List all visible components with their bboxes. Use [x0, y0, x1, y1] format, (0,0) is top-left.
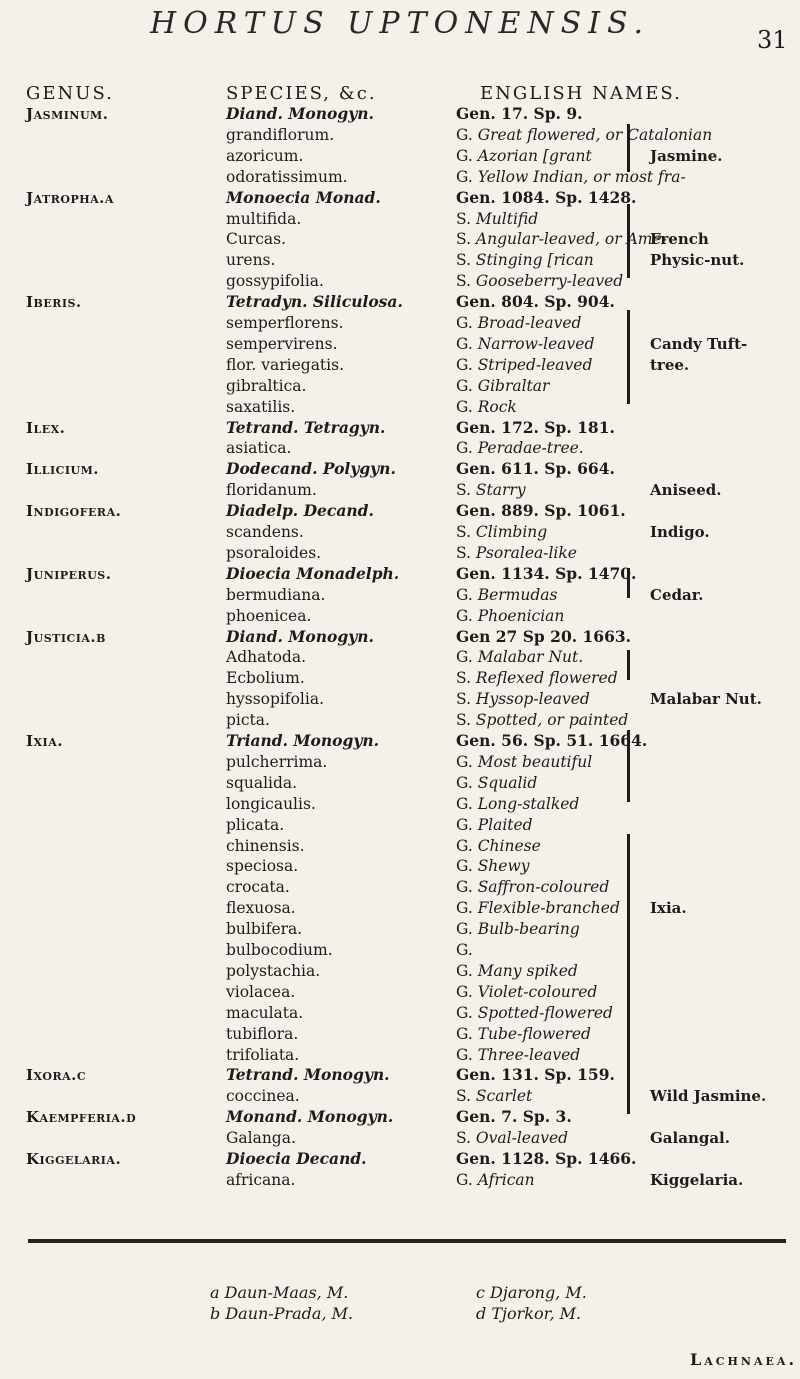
species-cell: squalida. — [226, 773, 298, 792]
english-name-cell: G. Azorian [grant — [456, 146, 592, 165]
species-cell: Dodecand. Polygyn. — [226, 459, 396, 479]
english-name-cell: Gen. 1128. Sp. 1466. — [456, 1149, 637, 1168]
english-name-cell: G. Rock — [456, 397, 517, 416]
header-english: ENGLISH NAMES. — [480, 83, 682, 104]
table-row — [0, 355, 800, 375]
species-cell: Triand. Monogyn. — [226, 731, 380, 750]
table-row — [0, 543, 800, 563]
species-cell: africana. — [226, 1170, 296, 1189]
english-name-cell: Gen. 7. Sp. 3. — [456, 1107, 572, 1127]
species-cell: hyssopifolia. — [226, 690, 325, 709]
common-name-cell: Aniseed. — [650, 481, 722, 500]
species-cell: bermudiana. — [226, 585, 326, 604]
english-name-cell: G. Saffron-coloured — [456, 878, 610, 897]
english-name-cell: G. Broad-leaved — [456, 314, 582, 332]
english-name-cell: S. Multifid — [456, 209, 539, 228]
english-name-cell: G. Yellow Indian, or most fra- — [456, 167, 686, 186]
english-name-cell: G. Bermudas — [456, 585, 558, 604]
english-name-cell: Gen. 131. Sp. 159. — [456, 1065, 615, 1085]
genus-cell: Jasminum. — [26, 105, 109, 123]
brace-cedar — [627, 650, 630, 680]
species-cell: Adhatoda. — [226, 648, 306, 667]
common-name-cell: Galangal. — [650, 1129, 730, 1148]
english-name-cell: G. Violet-coloured — [456, 982, 598, 1001]
species-cell: semperflorens. — [226, 314, 344, 332]
species-cell: Diand. Monogyn. — [226, 104, 374, 123]
species-cell: Diand. Monogyn. — [226, 626, 374, 646]
table-row — [0, 397, 800, 417]
english-name-cell: G. Many spiked — [456, 961, 578, 980]
species-cell: bulbifera. — [226, 920, 303, 939]
table-row — [0, 1065, 800, 1085]
table-row — [0, 794, 800, 814]
species-cell: longicaulis. — [226, 794, 316, 813]
common-name-cell: Wild Jasmine. — [650, 1087, 767, 1106]
table-row — [0, 376, 800, 396]
common-name-cell: Kiggelaria. — [650, 1170, 744, 1189]
english-name-cell: S. Hyssop-leaved — [456, 690, 590, 709]
english-name-cell: G. Striped-leaved — [456, 355, 593, 374]
table-row — [0, 146, 800, 166]
table-row — [0, 919, 800, 939]
table-row — [0, 1086, 800, 1106]
species-cell: Diadelp. Decand. — [226, 501, 374, 521]
english-name-cell: G. Long-stalked — [456, 794, 580, 813]
english-name-cell: Gen. 1134. Sp. 1470. — [456, 563, 637, 583]
table-row — [0, 710, 800, 730]
species-cell: Tetradyn. Siliculosa. — [226, 292, 403, 312]
species-cell: Curcas. — [226, 230, 287, 249]
english-name-cell: S. Climbing — [456, 523, 548, 541]
common-name-cell: Indigo. — [650, 523, 710, 541]
english-name-cell: Gen. 56. Sp. 51. 1664. — [456, 731, 648, 750]
header-species: SPECIES, &c. — [226, 83, 377, 104]
english-name-cell: Gen. 804. Sp. 904. — [456, 292, 615, 312]
common-name-cell: French — [650, 230, 709, 249]
english-name-cell: S. Starry — [456, 481, 526, 500]
species-cell: saxatilis. — [226, 397, 296, 416]
common-name-cell: Ixia. — [650, 899, 687, 918]
english-name-cell: Gen. 611. Sp. 664. — [456, 459, 615, 479]
table-row — [0, 125, 800, 145]
footnote-a: a Daun-Maas, M. — [210, 1283, 349, 1302]
footnote-d: d Tjorkor, M. — [476, 1304, 582, 1323]
table-row — [0, 292, 800, 312]
table-row — [0, 627, 800, 647]
species-cell: multifida. — [226, 209, 302, 228]
english-name-cell: G. Narrow-leaved — [456, 334, 595, 353]
footnote-b: b Daun-Prada, M. — [210, 1304, 354, 1323]
table-row — [0, 480, 800, 500]
common-name-cell: tree. — [650, 355, 690, 374]
english-name-cell: S. Scarlet — [456, 1087, 533, 1106]
genus-cell: Iberis. — [26, 293, 82, 312]
english-name-cell: G. Phoenician — [456, 606, 565, 625]
species-cell: scandens. — [226, 523, 304, 541]
genus-cell: Jatropha.a — [26, 188, 114, 207]
table-row — [0, 522, 800, 542]
species-cell: gibraltica. — [226, 376, 307, 395]
english-name-cell: S. Oval-leaved — [456, 1129, 569, 1148]
table-row — [0, 209, 800, 229]
english-name-cell: Gen. 17. Sp. 9. — [456, 104, 583, 123]
species-cell: floridanum. — [226, 481, 317, 500]
table-row — [0, 334, 800, 354]
species-cell: violacea. — [226, 982, 296, 1001]
common-name-cell: Cedar. — [650, 585, 704, 604]
english-name-cell: G. Malabar Nut. — [456, 648, 584, 667]
table-row — [0, 982, 800, 1002]
table-row — [0, 1128, 800, 1148]
species-cell: picta. — [226, 711, 270, 730]
common-name-cell: Jasmine. — [650, 146, 723, 165]
english-name-cell: G. Spotted-flowered — [456, 1003, 613, 1022]
table-row — [0, 188, 800, 208]
running-head: HORTUS UPTONENSIS. — [149, 6, 651, 41]
english-name-cell: Gen. 1084. Sp. 1428. — [456, 187, 637, 207]
species-cell: trifoliata. — [226, 1045, 300, 1064]
footnote-rule — [28, 1239, 786, 1243]
table-row — [0, 418, 800, 438]
table-row — [0, 564, 800, 584]
genus-cell: Indigofera. — [26, 502, 122, 521]
species-cell: Dioecia Decand. — [226, 1149, 367, 1168]
english-name-cell: G. Bulb-bearing — [456, 920, 580, 939]
table-row — [0, 731, 800, 751]
table-row — [0, 313, 800, 333]
species-cell: speciosa. — [226, 857, 299, 876]
table-row — [0, 271, 800, 291]
english-name-cell: G. — [456, 941, 473, 959]
brace-ixia — [627, 834, 630, 1114]
table-row — [0, 167, 800, 187]
english-name-cell: G. Great flowered, or Catalonian — [456, 125, 713, 144]
species-cell: psoraloides. — [226, 543, 322, 562]
english-name-cell: S. Spotted, or painted — [456, 711, 629, 730]
table-row — [0, 689, 800, 709]
english-name-cell: G. Three-leaved — [456, 1045, 581, 1064]
species-cell: phoenicea. — [226, 606, 312, 625]
table-row — [0, 1024, 800, 1044]
table-row — [0, 501, 800, 521]
genus-cell: Kaempferia.d — [26, 1108, 137, 1127]
table-row — [0, 668, 800, 688]
header-genus: GENUS. — [26, 83, 114, 104]
species-cell: plicata. — [226, 815, 285, 834]
table-row — [0, 1149, 800, 1169]
footnote-c: c Djarong, M. — [476, 1283, 587, 1302]
species-cell: bulbocodium. — [226, 941, 333, 959]
english-name-cell: Gen. 172. Sp. 181. — [456, 417, 615, 437]
brace-physic-nut — [627, 204, 630, 278]
genus-cell: Ixora.c — [26, 1066, 87, 1085]
species-cell: pulcherrima. — [226, 752, 328, 771]
english-name-cell: S. Psoralea-like — [456, 543, 577, 562]
genus-cell: Juniperus. — [26, 564, 112, 583]
species-cell: crocata. — [226, 878, 290, 897]
table-row — [0, 438, 800, 458]
genus-cell: Justicia.b — [26, 627, 106, 646]
table-row — [0, 647, 800, 667]
english-name-cell: S. Gooseberry-leaved — [456, 272, 624, 291]
species-cell: sempervirens. — [226, 334, 338, 353]
catchword: Lachnaea. — [690, 1350, 798, 1369]
english-name-cell: G. Plaited — [456, 815, 533, 834]
english-name-cell: G. Most beautiful — [456, 752, 593, 771]
species-cell: flexuosa. — [226, 899, 296, 918]
species-cell: odoratissimum. — [226, 167, 348, 186]
english-name-cell: G. African — [456, 1170, 535, 1189]
genus-cell: Ilex. — [26, 418, 66, 437]
species-cell: Dioecia Monadelph. — [226, 563, 400, 583]
species-cell: gossypifolia. — [226, 272, 324, 291]
table-row — [0, 606, 800, 626]
table-row — [0, 856, 800, 876]
species-cell: tubiflora. — [226, 1024, 299, 1043]
page-number: 31 — [757, 26, 788, 54]
english-name-cell: G. Squalid — [456, 773, 538, 792]
table-row — [0, 815, 800, 835]
species-cell: Monand. Monogyn. — [226, 1107, 394, 1127]
english-name-cell: S. Stinging [rican — [456, 251, 594, 270]
table-row — [0, 1170, 800, 1190]
genus-cell: Illicium. — [26, 460, 100, 479]
english-name-cell: G. Chinese — [456, 836, 541, 855]
table-row — [0, 104, 800, 124]
genus-cell: Kiggelaria. — [26, 1150, 122, 1168]
species-cell: coccinea. — [226, 1087, 300, 1106]
species-cell: Galanga. — [226, 1129, 296, 1148]
english-name-cell: Gen. 889. Sp. 1061. — [456, 501, 626, 521]
english-name-cell: G. Peradae-tree. — [456, 439, 584, 458]
species-cell: azoricum. — [226, 146, 304, 165]
species-cell: chinensis. — [226, 836, 305, 855]
table-row — [0, 1107, 800, 1127]
brace-candy-tuft — [627, 310, 630, 404]
table-row — [0, 940, 800, 960]
table-row — [0, 961, 800, 981]
species-cell: polystachia. — [226, 961, 321, 980]
species-cell: asiatica. — [226, 439, 292, 458]
brace-jasmine — [627, 124, 630, 172]
english-name-cell: G. Shewy — [456, 857, 530, 876]
species-cell: flor. variegatis. — [226, 355, 344, 374]
english-name-cell: G. Flexible-branched — [456, 899, 620, 918]
table-row — [0, 229, 800, 249]
table-row — [0, 898, 800, 918]
brace-malabar-nut — [627, 730, 630, 802]
species-cell: grandiflorum. — [226, 125, 335, 144]
english-name-cell: Gen 27 Sp 20. 1663. — [456, 626, 632, 646]
table-row — [0, 585, 800, 605]
english-name-cell: G. Gibraltar — [456, 376, 550, 395]
table-row — [0, 250, 800, 270]
common-name-cell: Malabar Nut. — [650, 690, 762, 709]
genus-cell: Ixia. — [26, 732, 63, 750]
brace-indigo — [627, 568, 630, 598]
table-row — [0, 752, 800, 772]
table-row — [0, 773, 800, 793]
english-name-cell: S. Angular-leaved, or Ame- — [456, 230, 667, 249]
common-name-cell: Physic-nut. — [650, 251, 745, 270]
table-row — [0, 459, 800, 479]
english-name-cell: S. Reflexed flowered — [456, 669, 618, 688]
table-row — [0, 877, 800, 897]
english-name-cell: G. Tube-flowered — [456, 1024, 591, 1043]
species-cell: maculata. — [226, 1003, 304, 1022]
species-cell: Ecbolium. — [226, 669, 305, 688]
table-row — [0, 1045, 800, 1065]
species-cell: urens. — [226, 251, 276, 270]
species-cell: Tetrand. Tetragyn. — [226, 417, 386, 437]
common-name-cell: Candy Tuft- — [650, 334, 748, 353]
table-row — [0, 836, 800, 856]
species-cell: Tetrand. Monogyn. — [226, 1065, 390, 1085]
table-row — [0, 1003, 800, 1023]
species-cell: Monoecia Monad. — [226, 187, 381, 207]
